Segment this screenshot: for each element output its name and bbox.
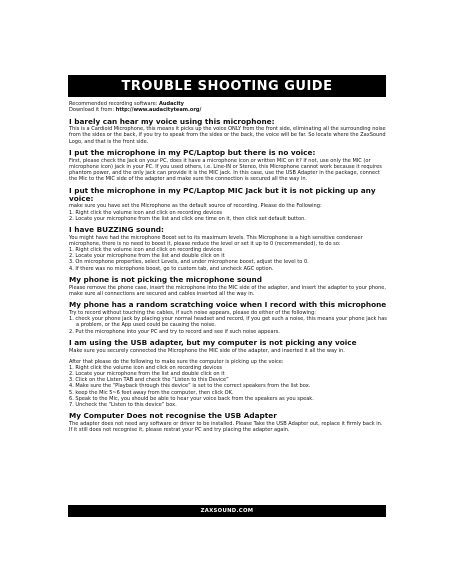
section-body: First, please check the Jack on your PC, does it have a microphone icon or written MIC on it? If not, use only the MIC (or microphone icon) jack in your PC. If you used others, i.e. Line-IN or Stereo, this Microphone cannot work because it requires phantom power, and the only jack can provide it is the MIC jack. In this case, use the USB Adapter in the package, connect the Mic to the MIC side of the adapter and make sure the connection is secured all the way in. [69,157,382,183]
step-item: 1. Right click the volume icon and click on recording devices [69,209,223,216]
download-url: http://www.audacityteam.org/ [115,107,202,114]
download-prefix: Download it from: [69,107,116,114]
step-item: 5. keep the Mic 5~6 feet away from the computer, then click OK. [69,389,234,396]
software-name: Audacity [159,101,184,107]
software-prefix: Recommended recording software: [69,101,160,107]
section-heading: I barely can hear my voice using this microphone: [69,116,275,126]
section-heading: I have BUZZING sound: [69,225,164,235]
step-item: 2. Put the microphone into your PC and try to record and see if such noise appears. [69,328,280,335]
steps-list [69,365,387,408]
section-body-continued: After that please do the following to make sure the computer is picking up the voice: [69,358,284,365]
section-heading: I am using the USB adapter, but my computer is not picking any voice [69,338,357,348]
section-heading: I put the microphone in my PC/Laptop but there is no voice: [69,148,316,158]
section-buzzing [69,226,387,272]
step-item: 2. Locate your microphone from the list and double click on it [69,371,225,378]
steps-list [69,247,387,272]
section-usb-not-recognised [69,412,387,433]
step-item: 3. Click on the Listen TAB and check the “Listen to this Device” [69,377,229,384]
title-banner [68,75,386,97]
step-item: 4. If there was no microphone boost, go to custom tab, and uncheck AGC option. [69,265,274,272]
section-heading: My phone has a random scratching voice when I record with this microphone [69,300,387,310]
step-item: 1. Right click the volume icon and click on recording devices [69,247,223,254]
section-phone-not-picking [69,276,387,297]
section-heading: I put the microphone in my PC/Laptop MIC Jack but it is not picking up any voice: [69,185,376,203]
step-item: 7. Uncheck the “Listen to this device” box. [69,401,177,408]
section-body: Please remove the phone case, insert the microphone into the MIC side of the adapter, and insert the adapter to your phone, make sure all connections are secured and cables inserted all the way in. [69,284,387,297]
website-label: ZAXSOUND.COM [200,508,254,514]
step-item: 3. On microphone properties, select Levels, and under microphone boost, adjust the level to 0. [69,259,309,266]
section-no-voice [69,149,387,182]
step-item: 4. Make sure the “Playback through this device” is set to the correct speakers from the list box. [69,383,311,390]
section-usb-adapter [69,339,387,408]
intro-block [69,101,387,113]
steps-list [69,316,387,334]
download-line [69,107,387,113]
step-item: 1. Right click the volume icon and click on recording devices [69,364,223,371]
footer-banner [68,505,386,517]
section-heading: My Computer Does not recognise the USB Adapter [69,411,277,421]
steps-list [69,210,387,222]
section-body: Make sure you securely connected the Microphone the MIC side of the adapter, and inserted it all the way in. [69,347,345,354]
section-heading: My phone is not picking the microphone sound [69,275,262,285]
section-scratching [69,301,387,334]
step-item: 6. Speak to the Mic, you should be able to hear your voice back from the speakers as you speak. [69,395,314,402]
step-item: 1. check your phone jack by placing your normal headset and record, if you get such a noise, this means your phone jack has a problem, or the App used could be causing the noise. [69,316,387,329]
section-body: The adapter does not need any software or driver to be installed. Please Take the USB Adapter out, replace it firmly back in. If it still does not recognise it, please restrat your PC and try placing the adapter again. [69,421,383,434]
section-barely-hear [69,118,387,145]
page-title: TROUBLE SHOOTING GUIDE [121,78,333,94]
section-body: make sure you have set the Microphone as the default source of recording. Please do the Following: [69,203,322,210]
step-item: 2. Locate your microphone from the list and click one time on it, then click set default button. [69,215,306,222]
section-body: This is a Cardioid Microphone, this means it picks up the voice ONLY from the front side, eliminating all the surrounding noise from the sides or the back, if you try to speak from the sides or the back, the voice will be far. So locate where the ZaxSound Logo, and that is the front side. [69,126,386,145]
document-body [69,101,387,433]
section-mic-jack [69,187,387,222]
section-body: Try to record without touching the cables, if such noise appears, please do either of the following: [69,310,317,317]
step-item: 2. Locate your microphone from the list and double click on it [69,253,225,260]
section-body: You might have had the microphone Boost set to its maximum levels. This Microphone is a high sensitive condenser microphone, there is no need to boost it, please reduce the level or set it up to 0 (recommended), to do so: [69,234,363,247]
